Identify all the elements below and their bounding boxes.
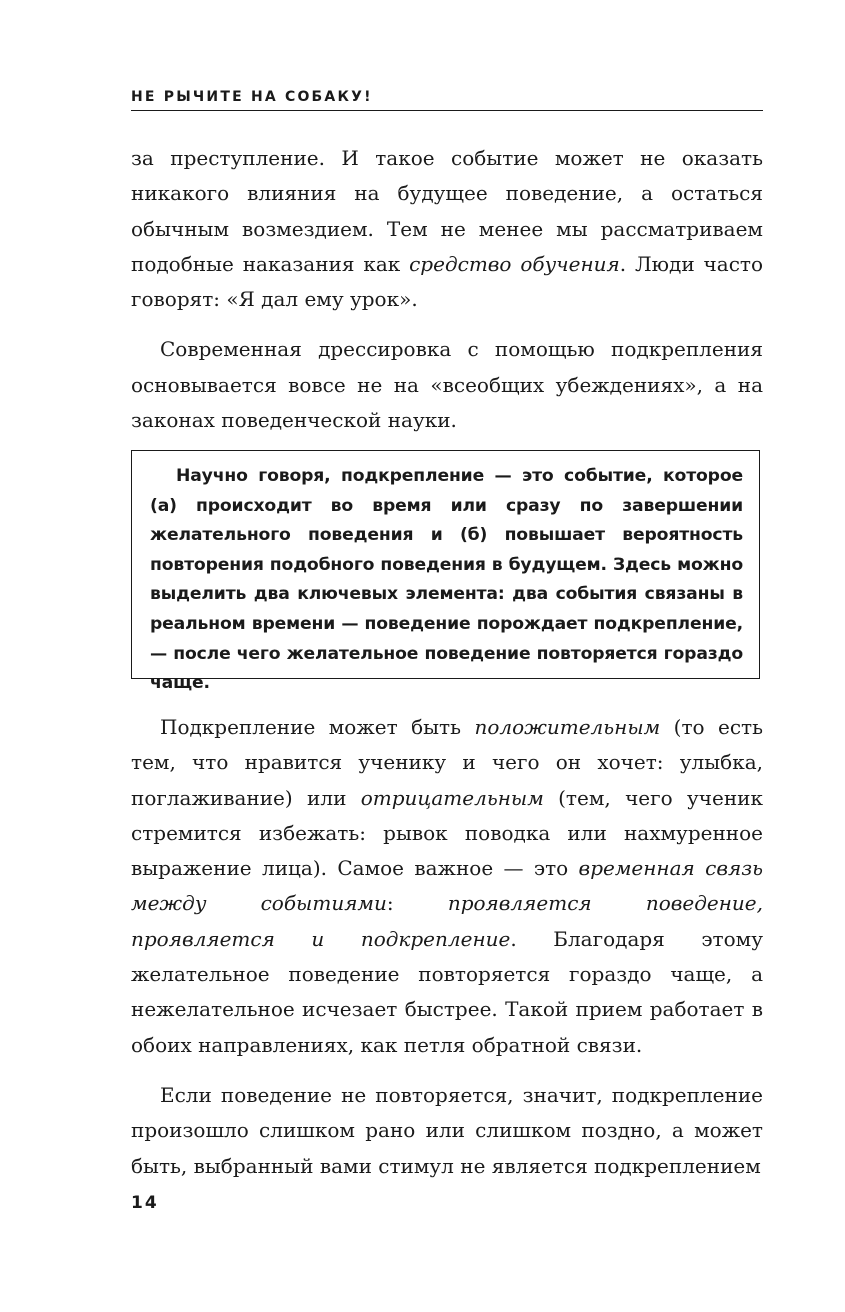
paragraph-3-text-a: Подкрепление может быть [160, 715, 475, 739]
paragraph-3-text-b: (то есть тем, что нравится ученику и чего он хочет: улыбка, поглаживание) или [131, 715, 763, 810]
paragraph-3-emphasis-negative: отрицательным [360, 785, 544, 810]
paragraph-3-text-c: (тем, чего ученик стремится избежать: рывок поводка или нахмуренное выражение лица). Самое важное — это [131, 785, 763, 881]
header-divider [131, 110, 763, 111]
body-text-bottom [131, 710, 763, 1199]
paragraph-3-emphasis-behavior-reinforcement: проявляется поведение, проявляется и подкрепление [131, 891, 763, 951]
paragraph-1-text-a: за преступление. И такое событие может не оказать никакого влияния на будущее поведение, а остаться обычным возмездием. Тем не менее мы рассматриваем подобные наказания как [131, 146, 763, 276]
body-text-top [131, 141, 763, 453]
paragraph-1-emphasis: средство обучения [409, 251, 620, 276]
running-header: НЕ РЫЧИТЕ НА СОБАКУ! [131, 89, 373, 105]
paragraph-3-emphasis-positive: положительным [474, 715, 661, 739]
page-number: 14 [131, 1193, 159, 1213]
definition-callout-box [131, 450, 760, 694]
paragraph-3-text-d: : [386, 891, 448, 916]
paragraph-1-text-b: . Люди часто говорят: «Я дал ему урок». [131, 251, 763, 312]
callout-text: Научно говоря, подкрепление — это событие, которое (а) происходит во время или сразу по завершении желательного поведения и (б) повышает вероятность повторения подобного поведения в будущем. Здесь можно выделить два ключевых элемента: два события связаны в реальном времени — поведение порождает подкрепление, — после чего желательное поведение повторяется гораздо чаще. [150, 466, 743, 694]
paragraph-3-text-e: . Благодаря этому желательное поведение повторяется гораздо чаще, а нежелательное исчезает быстрее. Такой прием работает в обоих направлениях, как петля обратной связи. [131, 926, 763, 1057]
paragraph-2: Современная дрессировка с помощью подкрепления основывается вовсе не на «всеобщих убеждениях», а на законах поведенческой науки. [131, 337, 763, 433]
paragraph-4: Если поведение не повторяется, значит, подкрепление произошло слишком рано или слишком поздно, а может быть, выбранный вами стимул не является подкреплением [131, 1082, 763, 1178]
paragraph-1 [131, 141, 763, 317]
paragraph-3-emphasis-temporal-link: временная связь между событиями [131, 856, 764, 916]
paragraph-3 [131, 710, 763, 1063]
